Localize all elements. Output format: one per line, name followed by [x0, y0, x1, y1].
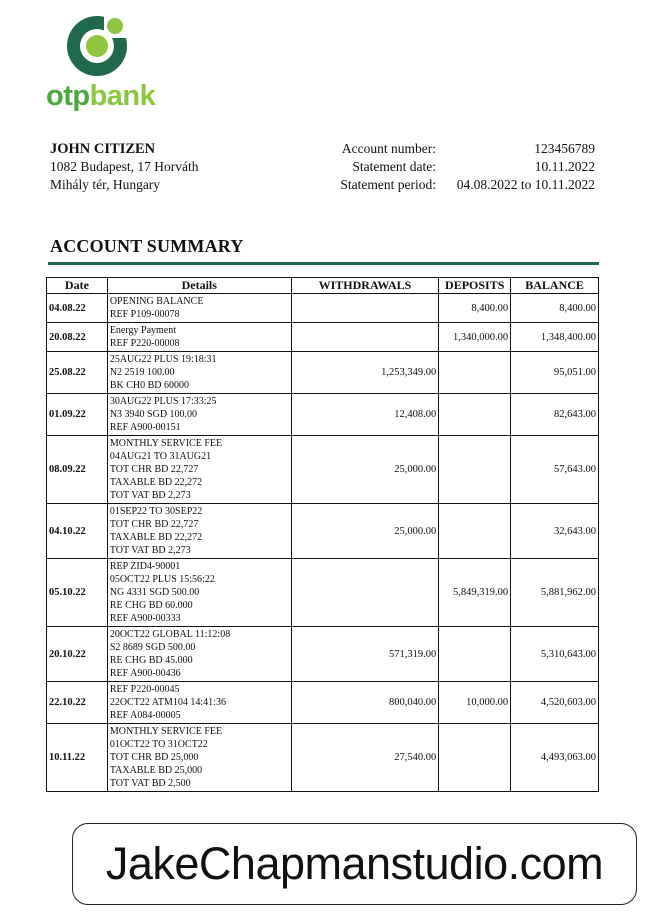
row-date: 04.10.22	[47, 504, 108, 559]
table-row	[47, 323, 599, 352]
customer-address-line1: 1082 Budapest, 17 Horváth	[50, 159, 199, 174]
row-details: Energy Payment REF P220-00008	[107, 323, 291, 352]
otp-bank-logo	[46, 14, 156, 114]
row-balance: 82,643.00	[511, 394, 599, 436]
table-row	[47, 504, 599, 559]
account-values	[457, 140, 595, 194]
row-withdrawal	[291, 294, 439, 323]
customer-address-line2: Mihály tér, Hungary	[50, 177, 161, 192]
row-date: 20.10.22	[47, 627, 108, 682]
row-deposit: 1,340,000.00	[439, 323, 511, 352]
row-withdrawal: 25,000.00	[291, 436, 439, 504]
logo-wordmark	[46, 80, 155, 113]
row-details: REF P220-00045 22OCT22 ATM104 14:41:36 REF A084-00005	[107, 682, 291, 724]
table-row	[47, 627, 599, 682]
transactions-table	[46, 277, 599, 792]
row-details: MONTHLY SERVICE FEE 04AUG21 TO 31AUG21 TOT CHR BD 22,727 TAXABLE BD 22,272 TOT VAT BD 2,273	[107, 436, 291, 504]
logo-bank-text: bank	[89, 80, 156, 112]
statement-date-label: Statement date:	[352, 159, 436, 174]
row-balance: 95,051.00	[511, 352, 599, 394]
table-row	[47, 682, 599, 724]
row-details: 20OCT22 GLOBAL 11:12:08 S2 8689 SGD 500.00 RE CHG BD 45.000 REF A900-00436	[107, 627, 291, 682]
statement-period-value: 04.08.2022 to 10.11.2022	[456, 177, 595, 192]
table-row	[47, 559, 599, 627]
row-deposit	[439, 352, 511, 394]
table-header-row	[47, 278, 599, 294]
row-balance: 4,520,603.00	[511, 682, 599, 724]
row-balance: 4,493,063.00	[511, 724, 599, 792]
row-deposit	[439, 394, 511, 436]
table-row	[47, 394, 599, 436]
row-date: 10.11.22	[47, 724, 108, 792]
row-details: MONTHLY SERVICE FEE 01OCT22 TO 31OCT22 TOT CHR BD 25,000 TAXABLE BD 25,000 TOT VAT BD 2,500	[107, 724, 291, 792]
row-date: 05.10.22	[47, 559, 108, 627]
row-balance: 5,310,643.00	[511, 627, 599, 682]
watermark-banner: JakeChapmanstudio.com	[72, 823, 637, 905]
row-withdrawal: 27,540.00	[291, 724, 439, 792]
row-withdrawal	[291, 559, 439, 627]
row-date: 20.08.22	[47, 323, 108, 352]
account-number-label: Account number:	[341, 141, 436, 156]
customer-name: JOHN CITIZEN	[50, 141, 156, 157]
header-withdrawals: WITHDRAWALS	[291, 278, 439, 294]
row-balance: 5,881,962.00	[511, 559, 599, 627]
row-balance: 8,400.00	[511, 294, 599, 323]
row-withdrawal: 25,000.00	[291, 504, 439, 559]
account-number-value: 123456789	[534, 141, 595, 156]
row-deposit	[439, 724, 511, 792]
row-details: OPENING BALANCE REF P109-00078	[107, 294, 291, 323]
account-labels	[340, 140, 436, 194]
table-row	[47, 352, 599, 394]
summary-divider	[48, 262, 599, 265]
row-deposit	[439, 436, 511, 504]
header-details: Details	[107, 278, 291, 294]
row-date: 01.09.22	[47, 394, 108, 436]
header-balance: BALANCE	[511, 278, 599, 294]
table-row	[47, 436, 599, 504]
row-withdrawal: 800,040.00	[291, 682, 439, 724]
row-details: REP ZID4-90001 05OCT22 PLUS 15:56:22 NG 4331 SGD 500.00 RE CHG BD 60.000 REF A900-00333	[107, 559, 291, 627]
row-details: 01SEP22 TO 30SEP22 TOT CHR BD 22,727 TAXABLE BD 22,272 TOT VAT BD 2,273	[107, 504, 291, 559]
row-withdrawal: 1,253,349.00	[291, 352, 439, 394]
row-deposit: 8,400.00	[439, 294, 511, 323]
logo-otp-text: otp	[46, 80, 90, 112]
header-date: Date	[47, 278, 108, 294]
row-deposit	[439, 627, 511, 682]
row-details: 25AUG22 PLUS 19:18:31 N2 2519 100.00 BK CH0 BD 60000	[107, 352, 291, 394]
row-withdrawal: 571,319.00	[291, 627, 439, 682]
row-withdrawal: 12,408.00	[291, 394, 439, 436]
row-details: 30AUG22 PLUS 17:33:25 N3 3940 SGD 100.00 REF A900-00151	[107, 394, 291, 436]
row-date: 25.08.22	[47, 352, 108, 394]
row-deposit: 10,000.00	[439, 682, 511, 724]
row-balance: 57,643.00	[511, 436, 599, 504]
row-date: 04.08.22	[47, 294, 108, 323]
row-deposit: 5,849,319.00	[439, 559, 511, 627]
otp-logo-icon	[64, 14, 130, 78]
statement-period-label: Statement period:	[340, 177, 436, 192]
customer-block	[50, 140, 198, 194]
statement-date-value: 10.11.2022	[534, 159, 595, 174]
account-summary-title: ACCOUNT SUMMARY	[50, 236, 244, 256]
row-date: 22.10.22	[47, 682, 108, 724]
row-balance: 32,643.00	[511, 504, 599, 559]
row-balance: 1,348,400.00	[511, 323, 599, 352]
table-row	[47, 294, 599, 323]
table-row	[47, 724, 599, 792]
row-date: 08.09.22	[47, 436, 108, 504]
row-withdrawal	[291, 323, 439, 352]
header-deposits: DEPOSITS	[439, 278, 511, 294]
row-deposit	[439, 504, 511, 559]
